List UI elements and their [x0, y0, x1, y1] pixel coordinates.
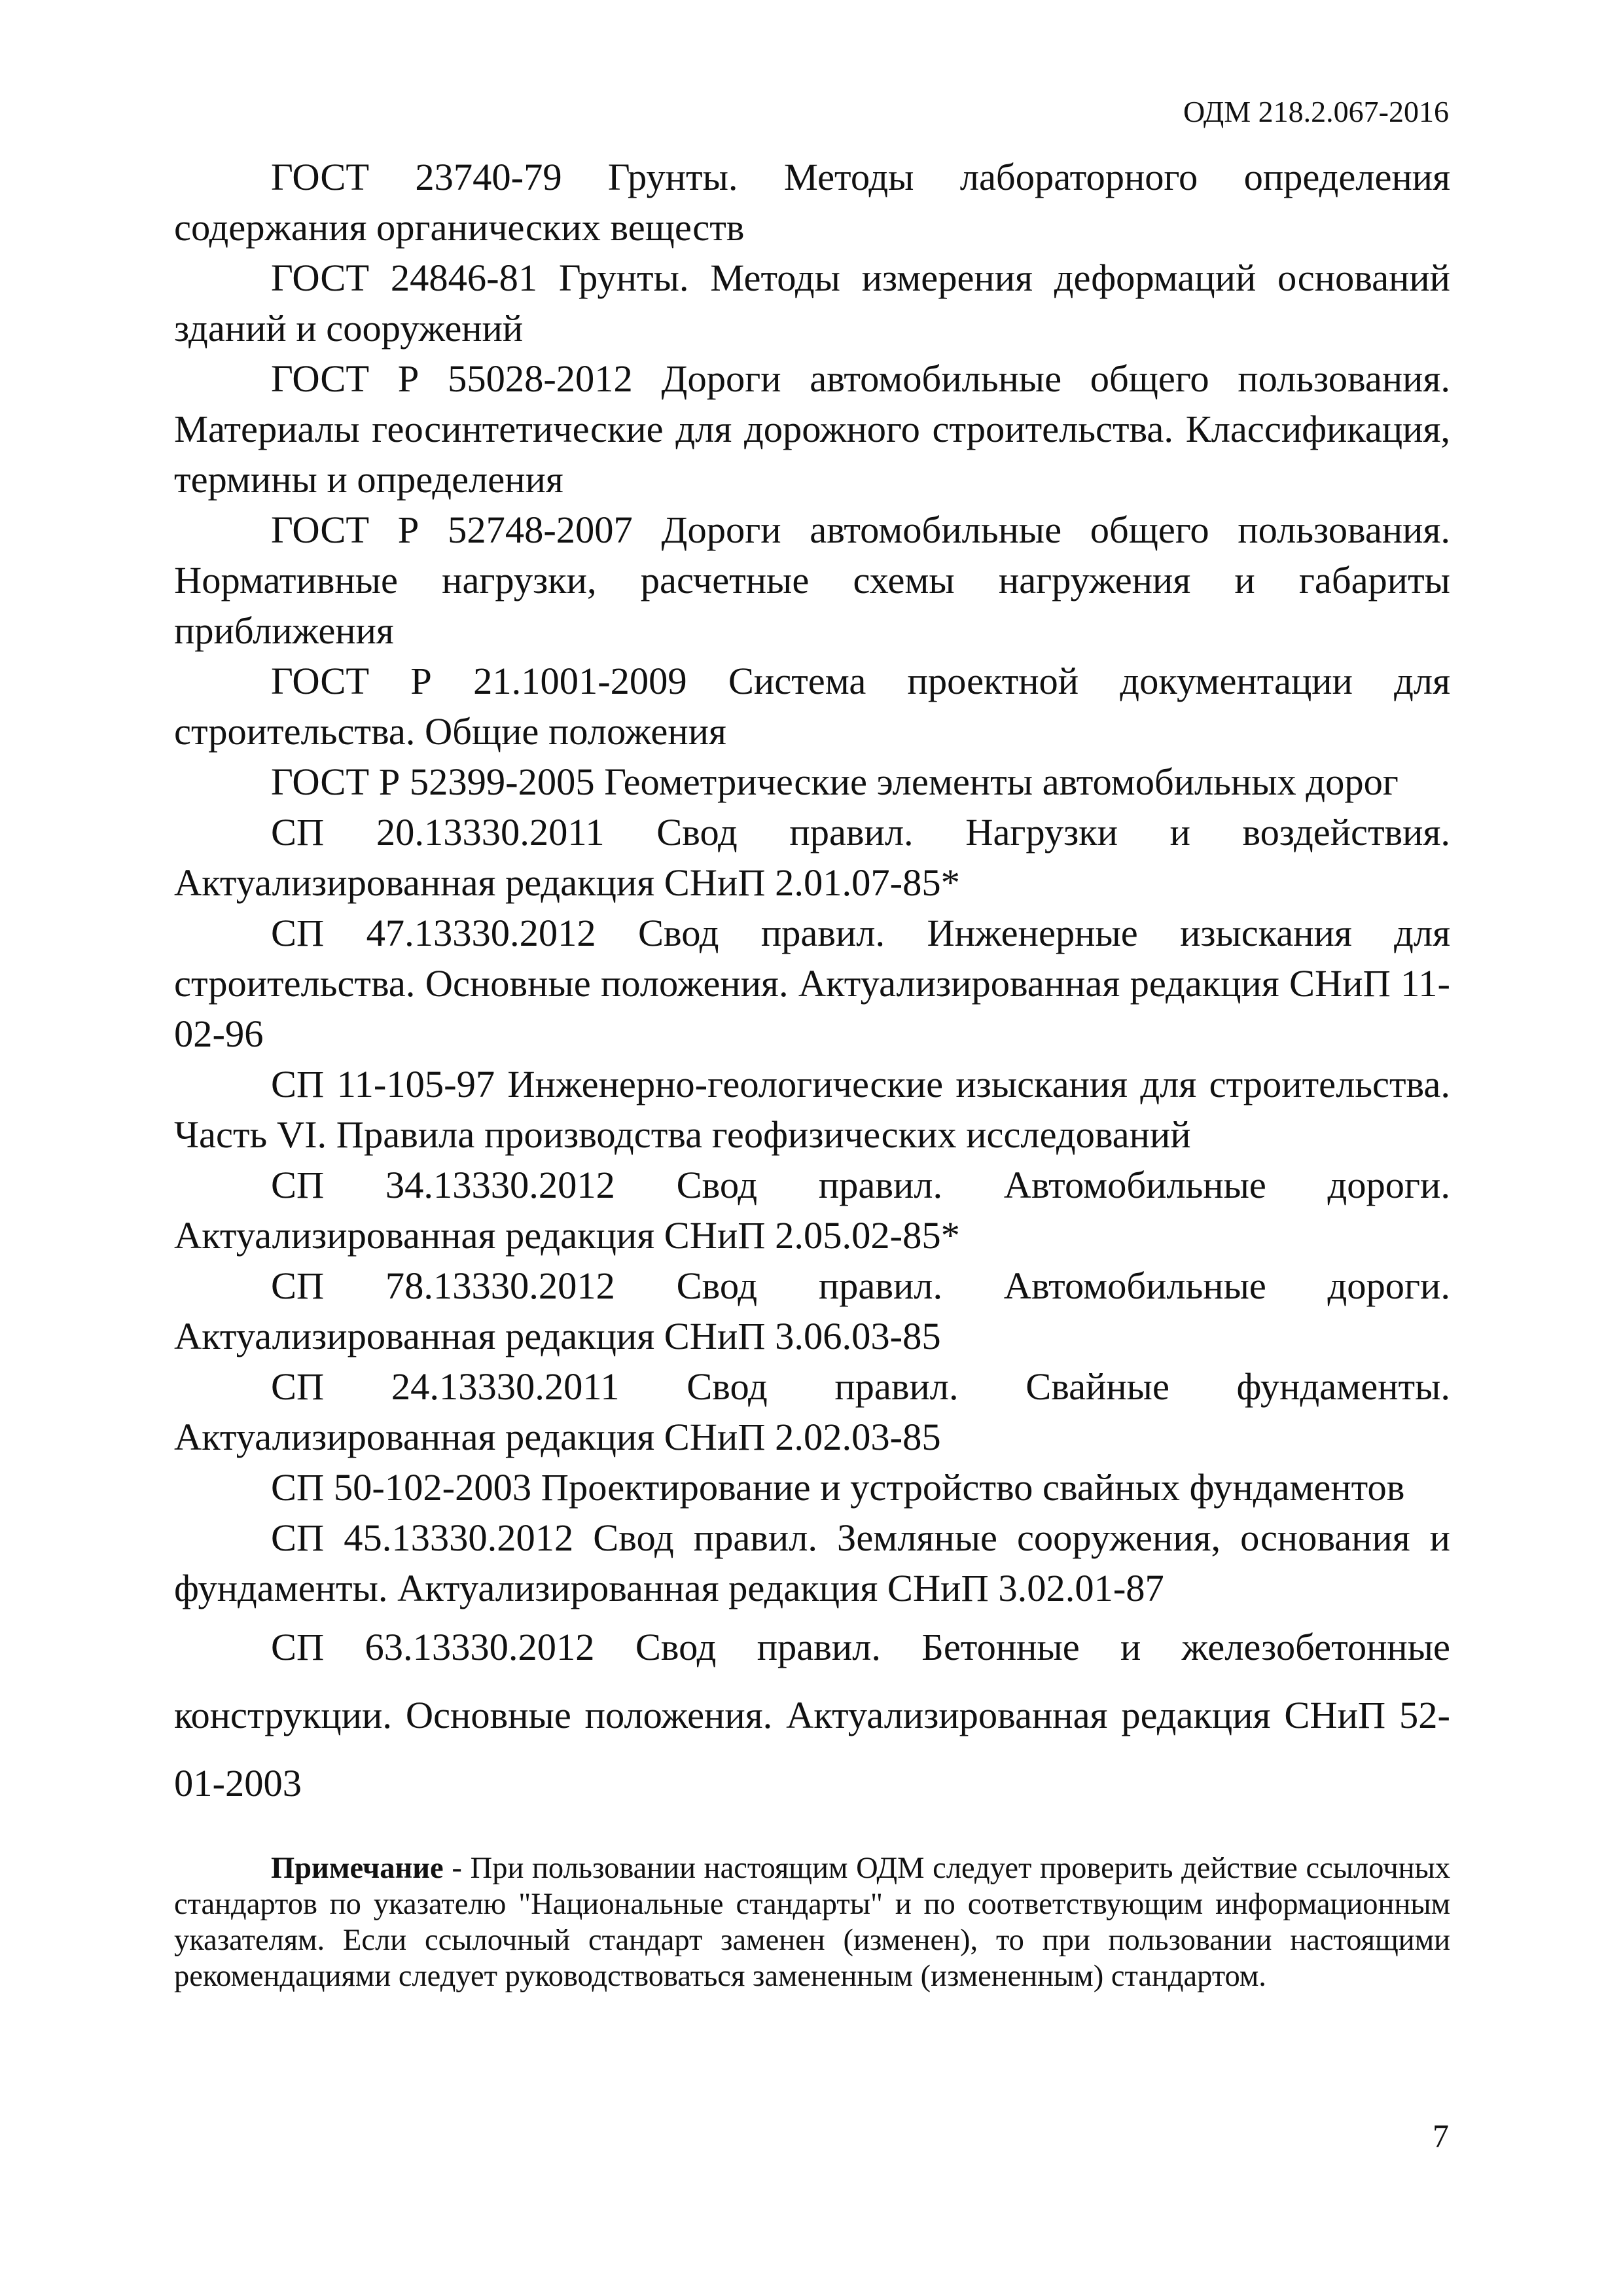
- reference-item: СП 50-102-2003 Проектирование и устройство свайных фундаментов: [271, 1466, 1405, 1509]
- reference-item: СП 78.13330.2012 Свод правил. Автомобильные дороги. Актуализированная редакция СНиП 3.06.03-85: [174, 1265, 1450, 1357]
- reference-item: ГОСТ Р 55028-2012 Дороги автомобильные общего пользования. Материалы геосинтетические для дорожного строительства. Классификация, термины и определения: [174, 357, 1450, 501]
- reference-item: ГОСТ Р 52399-2005 Геометрические элементы автомобильных дорог: [271, 761, 1399, 803]
- reference-item: СП 20.13330.2011 Свод правил. Нагрузки и воздействия. Актуализированная редакция СНиП 2.01.07-85*: [174, 811, 1450, 904]
- reference-item: СП 11-105-97 Инженерно-геологические изыскания для строительства. Часть VI. Правила производства геофизических исследований: [174, 1063, 1450, 1156]
- note-paragraph: [174, 1850, 1450, 1994]
- reference-item: ГОСТ Р 52748-2007 Дороги автомобильные общего пользования. Нормативные нагрузки, расчетные схемы нагружения и габариты приближения: [174, 509, 1450, 652]
- note-label: Примечание: [271, 1852, 444, 1885]
- page-number: 7: [1433, 2117, 1449, 2154]
- normative-references-list: [174, 152, 1450, 2025]
- reference-item: СП 63.13330.2012 Свод правил. Бетонные и железобетонные конструкции. Основные положения. Актуализированная редакция СНиП 52-01-2003: [174, 1626, 1450, 1804]
- reference-item: ГОСТ Р 21.1001-2009 Система проектной документации для строительства. Общие положения: [174, 660, 1450, 753]
- note-text: - При пользовании настоящим ОДМ следует проверить действие ссылочных стандартов по указателю "Национальные стандарты" и по соответствующим информационным указателям. Если ссылочный стандарт заменен (изменен), то при пользовании настоящими рекомендациями следует руководствоваться замененным (измененным) стандартом.: [174, 1852, 1450, 1993]
- reference-item: СП 47.13330.2012 Свод правил. Инженерные изыскания для строительства. Основные положения. Актуализированная редакция СНиП 11-02-96: [174, 912, 1450, 1055]
- reference-item: ГОСТ 24846-81 Грунты. Методы измерения деформаций оснований зданий и сооружений: [174, 257, 1450, 350]
- document-code-header: ОДМ 218.2.067-2016: [1183, 95, 1449, 128]
- reference-item: ГОСТ 23740-79 Грунты. Методы лабораторного определения содержания органических веществ: [174, 156, 1450, 249]
- reference-item: СП 24.13330.2011 Свод правил. Свайные фундаменты. Актуализированная редакция СНиП 2.02.03-85: [174, 1365, 1450, 1458]
- reference-item: СП 45.13330.2012 Свод правил. Земляные сооружения, основания и фундаменты. Актуализированная редакция СНиП 3.02.01-87: [174, 1516, 1450, 1609]
- reference-item: СП 34.13330.2012 Свод правил. Автомобильные дороги. Актуализированная редакция СНиП 2.05.02-85*: [174, 1164, 1450, 1257]
